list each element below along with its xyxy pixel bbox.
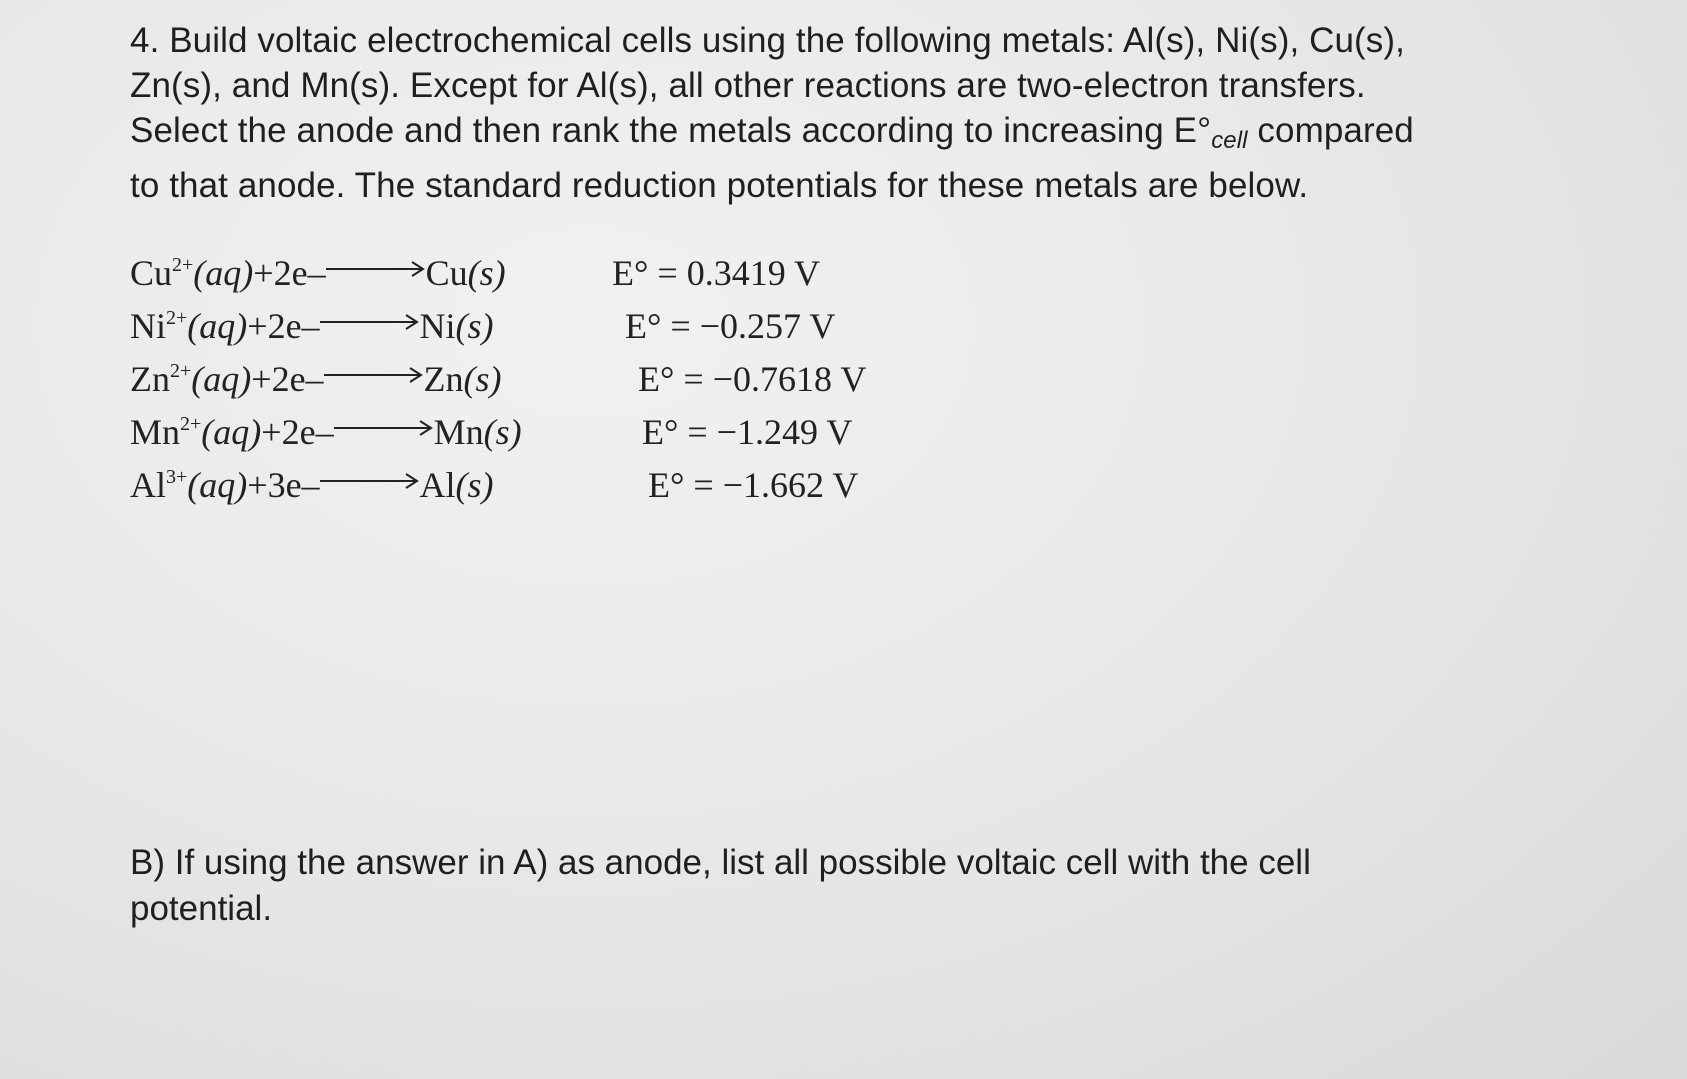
half-reaction: $Cu^{2+}(aq)+2e-$ Cu(s) [130,253,506,293]
reduction-potential: E° = 0.3419 V [612,253,821,293]
reaction-arrow-icon [334,418,434,438]
half-reaction: $Al^{3+}(aq)+3e-$ Al(s) [130,465,494,505]
question-line-3-end: compared [1247,111,1414,150]
part-b-line-1: B) If using the answer in A) as anode, list all possible voltaic cell with the cell [130,843,1311,882]
reaction-arrow-icon [326,259,426,279]
reduction-potential: E° = −1.249 V [642,412,853,452]
part-b-line-2: potential. [130,889,273,928]
question-text [130,18,1530,208]
question-line-3 [130,108,1530,163]
question-line-4: to that anode. The standard reduction potentials for these metals are below. [130,166,1309,205]
reduction-potential: E° = −0.257 V [625,306,836,346]
half-reaction: $Ni^{2+}(aq)+2e-$ Ni(s) [130,306,494,346]
question-line-3-text: Select the anode and then rank the metals according to increasing E° [130,111,1212,150]
question-line-1: 4. Build voltaic electrochemical cells using the following metals: Al(s), Ni(s), Cu(s), [130,21,1405,60]
half-reaction: $Mn^{2+}(aq)+2e-$ Mn(s) [130,412,522,452]
reaction-arrow-icon [324,365,424,385]
half-reaction: $Zn^{2+}(aq)+2e-$ Zn(s) [130,359,502,399]
reduction-potential: E° = −0.7618 V [638,359,867,399]
part-b-question [130,840,1530,932]
question-line-2: Zn(s), and Mn(s). Except for Al(s), all other reactions are two-electron transfers. [130,66,1366,105]
cell-subscript: cell [1211,127,1248,154]
reduction-potential: E° = −1.662 V [648,465,859,505]
reaction-arrow-icon [320,471,420,491]
reaction-arrow-icon [320,312,420,332]
